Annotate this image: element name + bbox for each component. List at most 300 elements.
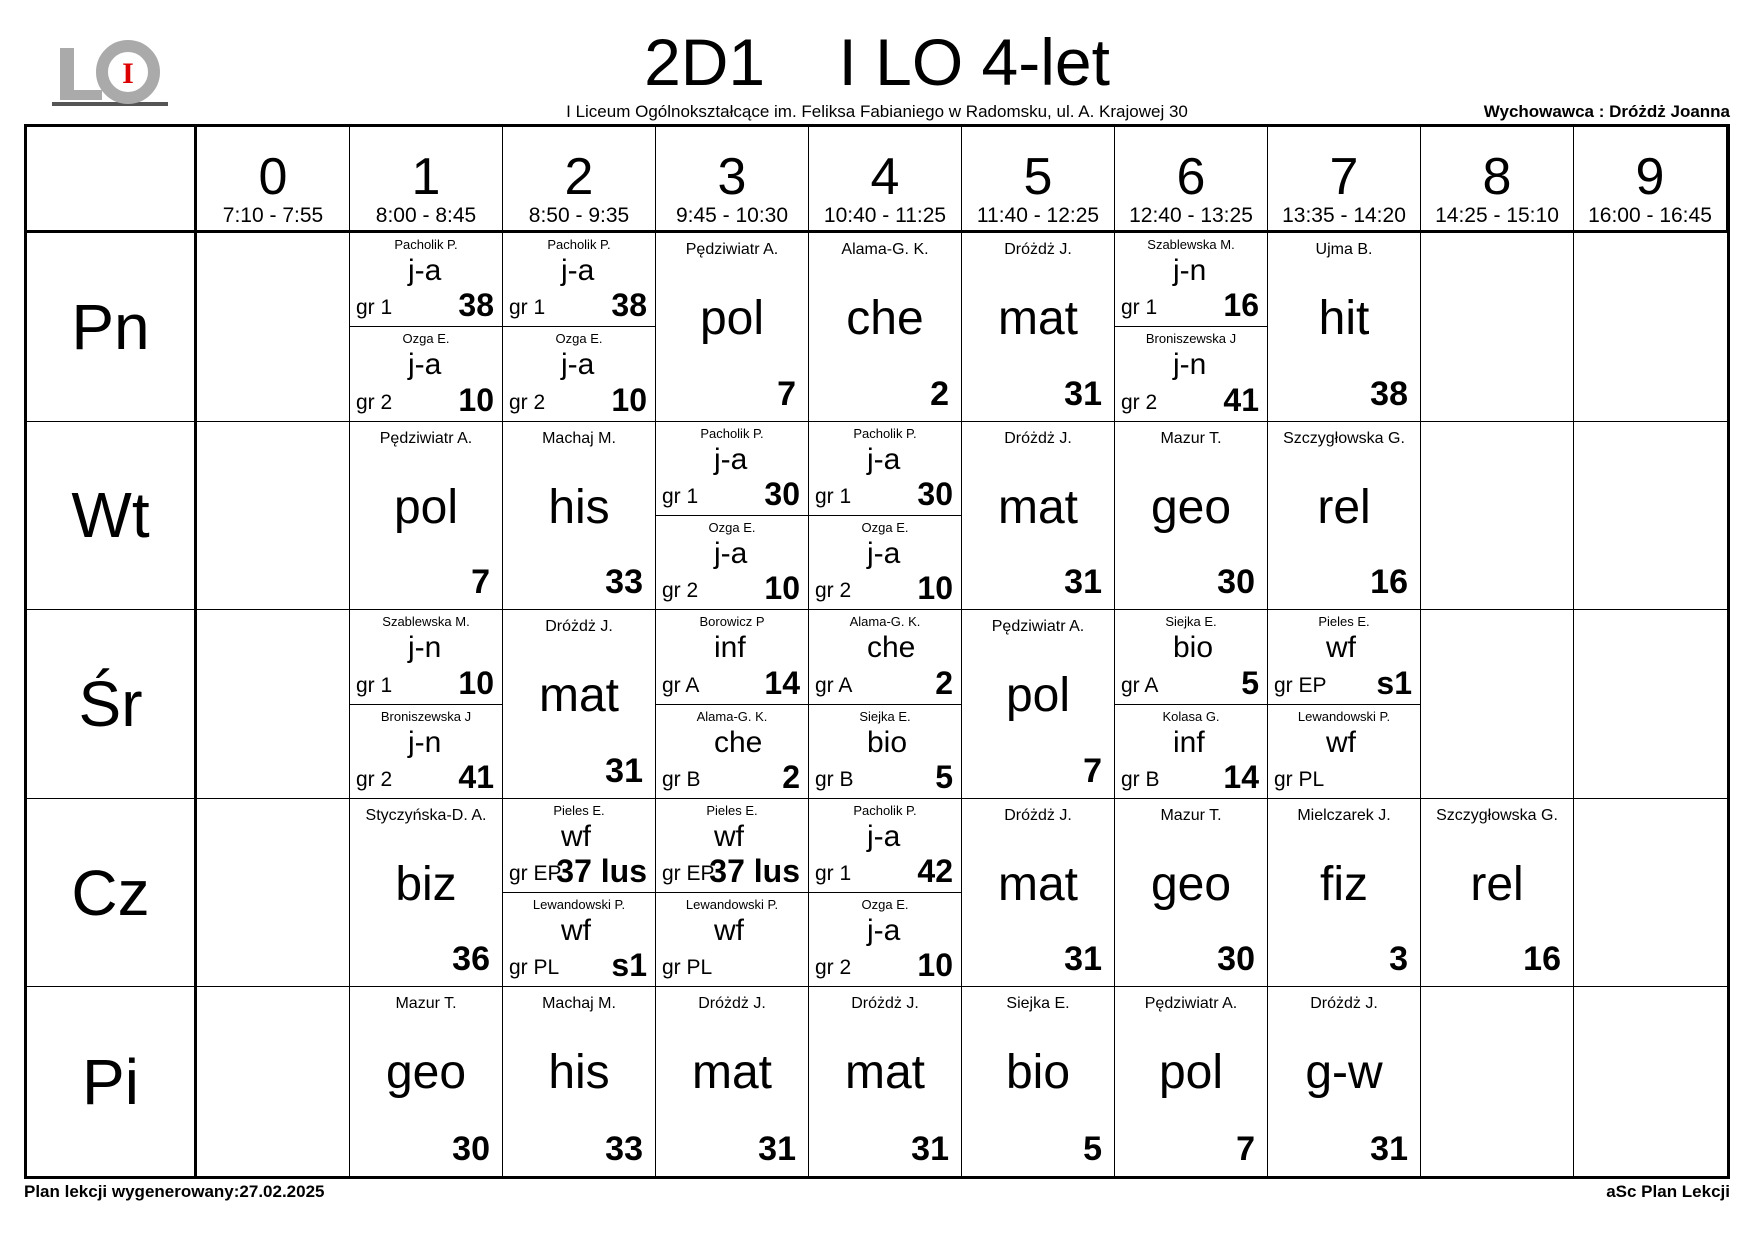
lesson-room: 10 xyxy=(458,664,494,701)
lesson-teacher: Pieles E. xyxy=(706,802,758,818)
day-label: Śr xyxy=(27,610,197,799)
lesson-room: 5 xyxy=(935,758,953,795)
lesson-subject: geo xyxy=(1150,480,1232,534)
lesson-cell xyxy=(656,799,809,988)
period-time: 10:40 - 11:25 xyxy=(823,204,947,227)
period-header xyxy=(1574,127,1727,233)
lesson-group: gr A xyxy=(662,673,700,697)
lesson-cell xyxy=(656,987,809,1176)
lesson-cell xyxy=(1115,422,1268,611)
period-number: 7 xyxy=(1329,148,1359,206)
lesson-room: 14 xyxy=(1223,758,1259,795)
lesson-teacher: Borowicz P xyxy=(699,614,765,630)
lesson-room: 30 xyxy=(1217,940,1255,979)
lesson-group: gr 1 xyxy=(815,862,852,886)
lesson xyxy=(503,610,655,798)
group-lesson xyxy=(1115,326,1267,420)
lesson-teacher: Mielczarek J. xyxy=(1297,806,1391,824)
group-lesson xyxy=(1115,233,1267,326)
group-lesson xyxy=(1268,704,1420,798)
lesson-room: 37 lus xyxy=(709,853,800,890)
lesson-cell xyxy=(197,422,350,611)
lesson-subject: pol xyxy=(1005,669,1071,723)
lesson-room: 14 xyxy=(764,664,800,701)
period-header xyxy=(656,127,809,233)
lesson-subject: geo xyxy=(1150,857,1232,911)
lesson xyxy=(503,422,655,610)
lesson-group: gr 2 xyxy=(356,767,393,791)
lesson-cell xyxy=(962,233,1115,422)
lesson-group: gr 2 xyxy=(1121,390,1158,414)
lesson-room: 7 xyxy=(777,374,796,413)
lesson-cell xyxy=(1268,987,1421,1176)
lesson-subject: mat xyxy=(997,292,1078,345)
lesson-cell xyxy=(350,799,503,988)
group-lesson xyxy=(350,233,502,326)
lesson-cell xyxy=(809,610,962,799)
period-time: 11:40 - 12:25 xyxy=(976,204,1100,227)
lesson-group: gr PL xyxy=(662,956,713,980)
period-time: 16:00 - 16:45 xyxy=(1588,204,1712,227)
day-label: Cz xyxy=(27,799,197,988)
lesson-subject: g-w xyxy=(1305,1046,1383,1100)
lesson-teacher: Alama-G. K. xyxy=(841,241,929,258)
header-corner xyxy=(27,127,197,233)
period-time: 13:35 - 14:20 xyxy=(1282,204,1406,227)
lesson xyxy=(962,422,1114,610)
lesson-subject: j-n xyxy=(408,725,442,759)
lesson-cell xyxy=(1268,233,1421,422)
lesson-subject: che xyxy=(867,631,916,665)
lesson-teacher: Broniszewska J xyxy=(1145,331,1237,347)
lesson-subject: j-n xyxy=(1173,254,1207,287)
lesson-cell xyxy=(1115,610,1268,799)
homeroom-teacher: Wychowawca : Dróżdż Joanna xyxy=(1483,102,1730,121)
lesson-teacher: Lewandowski P. xyxy=(685,897,779,913)
lesson-teacher: Dróżdż J. xyxy=(698,995,766,1013)
lesson-subject: his xyxy=(548,1046,610,1100)
lesson-cell xyxy=(1574,610,1727,799)
lesson-subject: mat xyxy=(691,1046,772,1100)
lesson-teacher: Alama-G. K. xyxy=(849,614,921,630)
group-lesson xyxy=(1115,610,1267,703)
lesson-teacher: Siejka E. xyxy=(859,708,911,724)
lesson-subject: wf xyxy=(561,914,591,948)
lesson-teacher: Dróżdż J. xyxy=(545,618,613,636)
lesson xyxy=(656,987,808,1176)
lesson-subject: inf xyxy=(714,631,746,665)
lesson-group: gr PL xyxy=(1274,767,1325,791)
lesson-cell xyxy=(809,422,962,611)
lesson-subject: wf xyxy=(561,819,591,853)
lesson-teacher: Machaj M. xyxy=(542,429,616,447)
lesson-room: 36 xyxy=(452,940,490,979)
lesson-room: 16 xyxy=(1523,940,1561,979)
group-lesson xyxy=(350,704,502,798)
lesson-subject: geo xyxy=(385,1046,467,1100)
lesson-cell xyxy=(1574,987,1727,1176)
lesson-teacher: Pacholik P. xyxy=(547,237,611,252)
lesson-room: 2 xyxy=(935,664,953,701)
period-header xyxy=(1115,127,1268,233)
lesson-teacher: Machaj M. xyxy=(542,995,616,1013)
lesson-group: gr A xyxy=(815,673,853,697)
lesson-room: 31 xyxy=(758,1130,796,1168)
lesson-subject: j-a xyxy=(867,819,901,853)
lesson-room: 2 xyxy=(930,374,949,413)
lesson-cell xyxy=(962,987,1115,1176)
lesson-group: gr 2 xyxy=(815,579,852,603)
lesson-cell xyxy=(350,987,503,1176)
lesson-room: 7 xyxy=(471,563,490,602)
lesson-group: gr 2 xyxy=(815,956,852,980)
lesson-subject: mat xyxy=(844,1046,925,1100)
lesson-teacher: Mazur T. xyxy=(1160,429,1222,447)
lesson-teacher: Dróżdż J. xyxy=(851,995,919,1013)
lesson-subject: pol xyxy=(699,292,765,345)
lesson-subject: j-a xyxy=(867,536,901,570)
lesson-teacher: Styczyńska-D. A. xyxy=(365,806,487,824)
lesson-cell xyxy=(197,987,350,1176)
period-number: 6 xyxy=(1176,148,1206,206)
period-time: 8:00 - 8:45 xyxy=(375,204,477,227)
lesson-teacher: Pacholik P. xyxy=(853,425,917,441)
lesson-room: 31 xyxy=(1064,940,1102,979)
group-lesson xyxy=(809,799,961,892)
lesson xyxy=(350,799,502,987)
group-lesson xyxy=(656,892,808,986)
lesson xyxy=(809,233,961,421)
lesson-teacher: Pacholik P. xyxy=(853,802,917,818)
svg-text:I: I xyxy=(122,57,134,90)
lesson-group: gr 1 xyxy=(815,484,852,508)
group-lesson xyxy=(350,326,502,420)
lesson-room: s1 xyxy=(1376,664,1412,701)
lesson-teacher: Ozga E. xyxy=(555,331,603,347)
lesson-group: gr 2 xyxy=(509,390,546,414)
period-header xyxy=(503,127,656,233)
lesson xyxy=(809,987,961,1176)
lesson-cell xyxy=(350,233,503,422)
lesson-teacher: Pędziwiatr A. xyxy=(685,241,779,258)
lesson-subject: j-n xyxy=(1173,348,1207,382)
lesson-room: 10 xyxy=(917,570,953,607)
lesson-room: 7 xyxy=(1083,751,1102,790)
period-time: 14:25 - 15:10 xyxy=(1435,204,1559,227)
period-time: 8:50 - 9:35 xyxy=(528,204,630,227)
lesson-subject: pol xyxy=(393,480,459,534)
period-number: 1 xyxy=(411,148,441,206)
lesson-room: 10 xyxy=(917,947,953,984)
lesson-teacher: Dróżdż J. xyxy=(1004,806,1072,824)
lesson-room: 33 xyxy=(605,1130,643,1168)
lesson-cell xyxy=(656,233,809,422)
day-label: Pn xyxy=(27,233,197,422)
timetable-grid xyxy=(24,124,1730,1179)
lesson-cell xyxy=(1421,233,1574,422)
lesson-subject: j-a xyxy=(714,442,748,476)
lesson-subject: his xyxy=(548,480,610,534)
group-lesson xyxy=(350,610,502,703)
lesson-cell xyxy=(350,422,503,611)
lesson-room: 5 xyxy=(1083,1130,1102,1168)
lesson-subject: wf xyxy=(714,819,744,853)
lesson-room: 38 xyxy=(1370,374,1408,413)
lesson-teacher: Ozga E. xyxy=(402,331,450,347)
lesson-room: 30 xyxy=(452,1130,490,1168)
lesson-group: gr EP xyxy=(662,862,715,886)
lesson-cell xyxy=(197,799,350,988)
lesson-room: 3 xyxy=(1389,940,1408,979)
group-lesson xyxy=(656,422,808,515)
lesson-subject: mat xyxy=(997,480,1078,534)
lesson-subject: j-a xyxy=(714,536,748,570)
group-lesson xyxy=(503,326,655,420)
period-number: 8 xyxy=(1482,148,1512,206)
lesson-subject: wf xyxy=(714,914,744,948)
lesson-subject: pol xyxy=(1158,1046,1224,1100)
group-lesson xyxy=(809,892,961,986)
lesson xyxy=(1421,799,1573,987)
lesson-subject: che xyxy=(714,725,763,759)
lesson-group: gr 1 xyxy=(356,673,393,697)
school-name: I Liceum Ogólnokształcące im. Feliksa Fabianiego w Radomsku, ul. A. Krajowej 30 xyxy=(566,102,1188,121)
lesson-group: gr A xyxy=(1121,673,1159,697)
lesson-room: 41 xyxy=(458,758,494,795)
lesson xyxy=(1115,799,1267,987)
lesson-subject: j-a xyxy=(408,254,442,287)
lesson-cell xyxy=(809,987,962,1176)
period-time: 9:45 - 10:30 xyxy=(675,204,789,227)
lesson-room: 5 xyxy=(1241,664,1259,701)
day-label: Pi xyxy=(27,987,197,1176)
lesson-cell xyxy=(1421,610,1574,799)
period-number: 9 xyxy=(1635,148,1665,206)
lesson-teacher: Szczygłowska G. xyxy=(1283,429,1405,447)
period-header xyxy=(962,127,1115,233)
lesson-room: 38 xyxy=(458,287,494,324)
lesson-teacher: Dróżdż J. xyxy=(1004,241,1072,258)
lesson-room: 10 xyxy=(611,381,647,418)
lesson-room: 16 xyxy=(1223,287,1259,324)
lesson-cell xyxy=(809,233,962,422)
lesson-group: gr EP xyxy=(1274,673,1327,697)
lesson-room: 2 xyxy=(782,758,800,795)
lesson-room: 31 xyxy=(1370,1130,1408,1168)
lesson xyxy=(962,610,1114,798)
lesson xyxy=(656,233,808,421)
lesson-cell xyxy=(1268,799,1421,988)
lesson xyxy=(1268,987,1420,1176)
lesson-subject: rel xyxy=(1470,857,1524,911)
lesson-room: 16 xyxy=(1370,563,1408,602)
lesson-subject: hit xyxy=(1318,292,1370,345)
group-lesson xyxy=(503,233,655,326)
lesson-cell xyxy=(656,610,809,799)
lesson-room: 42 xyxy=(917,853,953,890)
lesson-subject: j-a xyxy=(867,442,901,476)
lesson-group: gr EP xyxy=(509,862,562,886)
lesson-teacher: Szablewska M. xyxy=(382,614,470,630)
lesson-subject: j-n xyxy=(408,631,442,665)
lesson-cell xyxy=(1421,987,1574,1176)
lesson-room: 31 xyxy=(605,751,643,790)
lesson-room: 31 xyxy=(911,1130,949,1168)
lesson-teacher: Pieles E. xyxy=(553,802,605,818)
lesson-group: gr B xyxy=(1121,767,1160,791)
lesson-group: gr 1 xyxy=(1121,296,1158,320)
lesson-teacher: Ozga E. xyxy=(861,897,909,913)
lesson-group: gr 2 xyxy=(356,390,393,414)
group-lesson xyxy=(656,799,808,892)
page-title: 2D1 I LO 4-let xyxy=(644,25,1110,99)
lesson xyxy=(962,233,1114,421)
lesson-group: gr B xyxy=(662,767,701,791)
lesson xyxy=(1115,987,1267,1176)
lesson-group: gr B xyxy=(815,767,854,791)
lesson-cell xyxy=(962,422,1115,611)
lesson-cell xyxy=(1115,987,1268,1176)
lesson xyxy=(350,422,502,610)
lesson-room: s1 xyxy=(611,947,647,984)
lesson-room: 37 lus xyxy=(556,853,647,890)
lesson-cell xyxy=(1115,233,1268,422)
period-number: 4 xyxy=(870,148,900,206)
period-header xyxy=(350,127,503,233)
lesson-cell xyxy=(350,610,503,799)
lesson xyxy=(962,987,1114,1176)
lesson-subject: fiz xyxy=(1320,857,1368,911)
lesson-cell xyxy=(1268,422,1421,611)
lesson-room: 7 xyxy=(1236,1130,1255,1168)
lesson-teacher: Siejka E. xyxy=(1006,995,1070,1013)
lesson-cell xyxy=(503,422,656,611)
lesson-teacher: Ozga E. xyxy=(861,519,909,535)
lesson-teacher: Dróżdż J. xyxy=(1310,995,1378,1013)
lesson-teacher: Lewandowski P. xyxy=(532,897,626,913)
lesson-room: 30 xyxy=(917,475,953,512)
software-credit: aSc Plan Lekcji xyxy=(1606,1182,1730,1201)
lesson-subject: j-a xyxy=(867,914,901,948)
lesson-room: 41 xyxy=(1223,381,1259,418)
lesson-teacher: Pacholik P. xyxy=(394,237,458,252)
lesson-cell xyxy=(1421,422,1574,611)
group-lesson xyxy=(503,892,655,986)
lesson-subject: mat xyxy=(538,669,619,723)
day-label: Wt xyxy=(27,422,197,611)
lesson-cell xyxy=(1574,799,1727,988)
period-time: 7:10 - 7:55 xyxy=(222,204,324,227)
lesson-cell xyxy=(1574,233,1727,422)
lesson-cell xyxy=(197,610,350,799)
lesson-teacher: Szczygłowska G. xyxy=(1436,806,1558,824)
group-lesson xyxy=(1115,704,1267,798)
lesson-teacher: Broniszewska J xyxy=(380,708,472,724)
lesson-subject: j-a xyxy=(561,348,595,382)
lesson-subject: bio xyxy=(867,725,908,759)
lesson-cell xyxy=(656,422,809,611)
lesson-cell xyxy=(503,610,656,799)
group-lesson xyxy=(1268,610,1420,703)
lesson-room: 31 xyxy=(1064,563,1102,602)
lesson-subject: bio xyxy=(1005,1046,1071,1100)
lesson-cell xyxy=(197,233,350,422)
lesson-cell xyxy=(809,799,962,988)
lesson-teacher: Mazur T. xyxy=(1160,806,1222,824)
lesson-cell xyxy=(503,799,656,988)
lesson-teacher: Pędziwiatr A. xyxy=(991,618,1085,636)
group-lesson xyxy=(656,515,808,609)
group-lesson xyxy=(809,515,961,609)
lesson-room: 33 xyxy=(605,563,643,602)
lesson-cell xyxy=(962,799,1115,988)
period-number: 5 xyxy=(1023,148,1053,206)
lesson-subject: bio xyxy=(1173,631,1214,665)
lesson-subject: che xyxy=(846,292,924,345)
lesson xyxy=(1268,233,1420,421)
lesson-group: gr 1 xyxy=(356,296,393,320)
lesson-teacher: Kolasa G. xyxy=(1162,708,1220,724)
lesson-subject: j-a xyxy=(408,348,442,382)
group-lesson xyxy=(809,422,961,515)
group-lesson xyxy=(809,610,961,703)
lesson-teacher: Dróżdż J. xyxy=(1004,429,1072,447)
group-lesson xyxy=(656,610,808,703)
lesson xyxy=(1268,422,1420,610)
period-number: 3 xyxy=(717,148,747,206)
lesson xyxy=(503,987,655,1176)
generated-date: Plan lekcji wygenerowany:27.02.2025 xyxy=(24,1182,325,1201)
lesson-teacher: Pędziwiatr A. xyxy=(1144,995,1238,1013)
lesson-room: 10 xyxy=(764,570,800,607)
lesson xyxy=(1268,799,1420,987)
lesson-teacher: Pieles E. xyxy=(1318,614,1370,630)
lesson-teacher: Szablewska M. xyxy=(1147,237,1235,252)
lesson-cell xyxy=(1115,799,1268,988)
lesson-subject: inf xyxy=(1173,725,1205,759)
lesson-room: 30 xyxy=(764,475,800,512)
lesson-room: 10 xyxy=(458,381,494,418)
lesson-group: gr 1 xyxy=(509,296,546,320)
lesson-room: 30 xyxy=(1217,563,1255,602)
lesson-subject: mat xyxy=(997,857,1078,911)
lesson-teacher: Mazur T. xyxy=(395,995,457,1013)
lesson-teacher: Siejka E. xyxy=(1165,614,1217,630)
period-header xyxy=(1421,127,1574,233)
lesson-subject: wf xyxy=(1326,725,1356,759)
lesson-subject: biz xyxy=(395,857,457,911)
lesson-room: 38 xyxy=(611,287,647,324)
lesson-teacher: Alama-G. K. xyxy=(696,708,768,724)
lesson-teacher: Lewandowski P. xyxy=(1297,708,1391,724)
lesson-teacher: Ujma B. xyxy=(1315,241,1373,258)
lesson-subject: rel xyxy=(1317,480,1371,534)
period-header xyxy=(197,127,350,233)
lesson xyxy=(962,799,1114,987)
lesson-cell xyxy=(1268,610,1421,799)
lesson-group: gr 2 xyxy=(662,579,699,603)
lesson-teacher: Pacholik P. xyxy=(700,425,764,441)
period-header xyxy=(1268,127,1421,233)
group-lesson xyxy=(809,704,961,798)
group-lesson xyxy=(656,704,808,798)
group-lesson xyxy=(503,799,655,892)
lesson-cell xyxy=(962,610,1115,799)
period-number: 2 xyxy=(564,148,594,206)
lesson-teacher: Pędziwiatr A. xyxy=(379,429,473,447)
lesson-teacher: Ozga E. xyxy=(708,519,756,535)
lesson xyxy=(350,987,502,1176)
